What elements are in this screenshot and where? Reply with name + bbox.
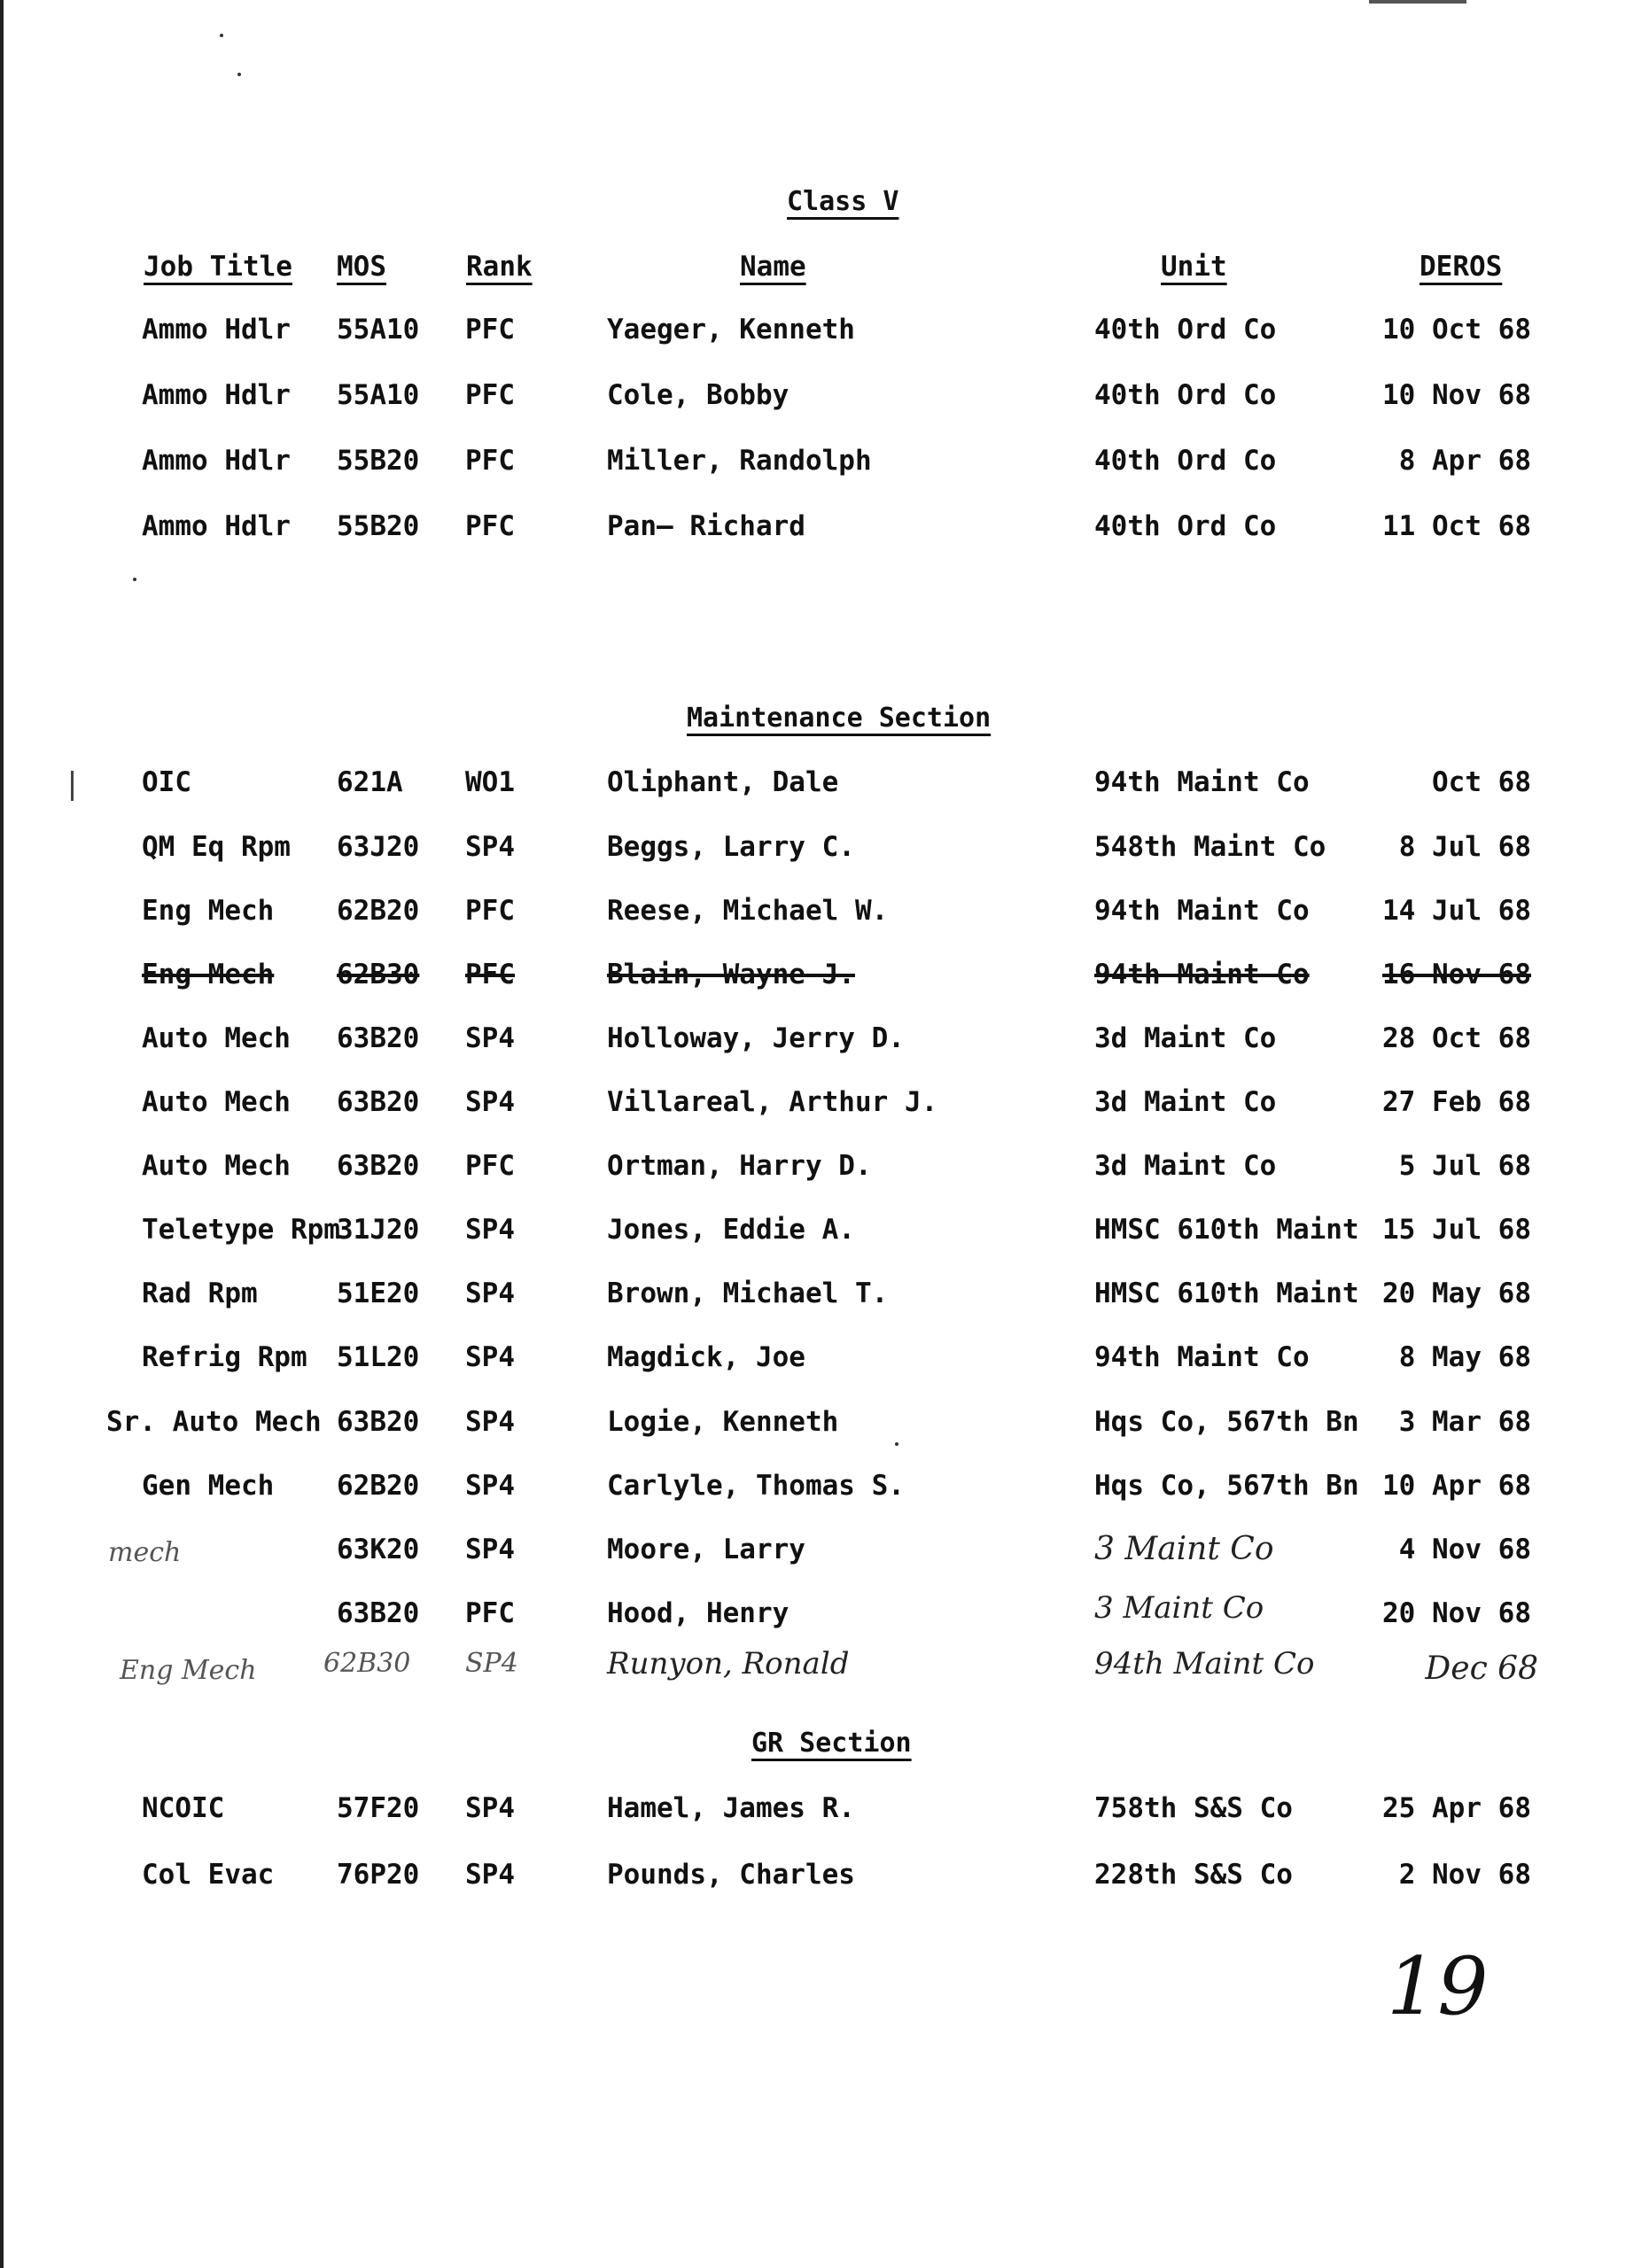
mos: 63B20 — [337, 1150, 420, 1182]
mos: 63J20 — [337, 831, 420, 863]
name: Villareal, Arthur J. — [607, 1086, 938, 1118]
gr-section-title: GR Section — [751, 1728, 912, 1759]
unit: 758th S&S Co — [1094, 1792, 1293, 1824]
unit: 40th Ord Co — [1094, 314, 1277, 346]
name: Moore, Larry — [607, 1534, 805, 1565]
deros: 10 Apr 68 — [1382, 1470, 1531, 1502]
rank: WO1 — [465, 766, 515, 798]
name: Magdick, Joe — [607, 1341, 805, 1373]
handwritten-row — [0, 1644, 1649, 1687]
deros-handwritten: Dec 68 — [1425, 1651, 1538, 1687]
unit: 3d Maint Co — [1094, 1150, 1277, 1182]
unit-handwritten: 3 Maint Co — [1094, 1590, 1264, 1626]
deros: 20 Nov 68 — [1382, 1597, 1531, 1629]
table-row — [0, 1338, 1649, 1377]
table-row — [0, 763, 1649, 802]
job-title: Eng Mech — [142, 959, 275, 990]
deros: 10 Nov 68 — [1382, 379, 1531, 411]
rank: SP4 — [465, 1792, 515, 1824]
unit: Hqs Co, 567th Bn — [1094, 1406, 1359, 1438]
name: Logie, Kenneth — [607, 1406, 839, 1438]
table-row — [0, 1146, 1649, 1185]
unit: 94th Maint Co — [1094, 1341, 1310, 1373]
table-row — [0, 310, 1649, 349]
rank: SP4 — [465, 1278, 515, 1309]
table-row — [0, 1083, 1649, 1122]
mos: 51L20 — [337, 1341, 420, 1373]
rank: PFC — [465, 314, 515, 346]
table-row — [0, 1530, 1649, 1569]
mos: 51E20 — [337, 1278, 420, 1309]
rank: SP4 — [465, 1534, 515, 1565]
job-title-handwritten: Eng Mech — [120, 1655, 257, 1686]
table-row — [0, 441, 1649, 480]
rank: PFC — [465, 1150, 515, 1182]
deros: 28 Oct 68 — [1382, 1022, 1531, 1054]
mos: 62B20 — [337, 895, 420, 927]
rank: PFC — [465, 379, 515, 411]
unit: 94th Maint Co — [1094, 895, 1310, 927]
rank: PFC — [465, 1597, 515, 1629]
scan-mark — [1369, 0, 1466, 4]
name: Beggs, Larry C. — [607, 831, 855, 863]
table-row — [0, 1855, 1649, 1894]
unit: 40th Ord Co — [1094, 379, 1277, 411]
mos: 63B20 — [337, 1406, 420, 1438]
job-title: Eng Mech — [142, 895, 275, 927]
deros: 2 Nov 68 — [1398, 1859, 1531, 1891]
rank: SP4 — [465, 1214, 515, 1246]
mos: 63K20 — [337, 1534, 420, 1565]
page-number: 19 — [1387, 1940, 1489, 2033]
job-title: Ammo Hdlr — [142, 510, 291, 542]
class-v-title: Class V — [787, 186, 899, 217]
mos: 63B20 — [337, 1086, 420, 1118]
rank: SP4 — [465, 1086, 515, 1118]
job-title: Ammo Hdlr — [142, 379, 291, 411]
mos: 55A10 — [337, 379, 420, 411]
job-title: Sr. Auto Mech — [106, 1406, 322, 1438]
header-rank: Rank — [466, 251, 533, 283]
mos: 55B20 — [337, 445, 420, 477]
mos: 62B20 — [337, 1470, 420, 1502]
rank: SP4 — [465, 1859, 515, 1891]
rank: PFC — [465, 895, 515, 927]
job-title: Ammo Hdlr — [142, 445, 291, 477]
job-title: OIC — [142, 766, 191, 798]
unit: Hqs Co, 567th Bn — [1094, 1470, 1359, 1502]
deros: 27 Feb 68 — [1382, 1086, 1531, 1118]
header-job-title: Job Title — [144, 251, 292, 283]
table-row — [0, 376, 1649, 415]
job-title: NCOIC — [142, 1792, 225, 1824]
rank: PFC — [465, 510, 515, 542]
deros: 15 Jul 68 — [1382, 1214, 1531, 1246]
unit-handwritten: 94th Maint Co — [1094, 1646, 1315, 1682]
unit: 94th Maint Co — [1094, 959, 1310, 990]
name: Miller, Randolph — [607, 445, 872, 477]
job-title: Refrig Rpm — [142, 1341, 307, 1373]
unit: 94th Maint Co — [1094, 766, 1310, 798]
unit: 3d Maint Co — [1094, 1022, 1277, 1054]
deros: 25 Apr 68 — [1382, 1792, 1531, 1824]
rank-handwritten: SP4 — [465, 1648, 518, 1679]
job-title: Auto Mech — [142, 1022, 291, 1054]
header-name: Name — [740, 251, 806, 283]
deros: 8 Apr 68 — [1398, 445, 1531, 477]
name: Yaeger, Kenneth — [607, 314, 855, 346]
mos: 55A10 — [337, 314, 420, 346]
header-mos: MOS — [337, 251, 386, 283]
unit: 40th Ord Co — [1094, 445, 1277, 477]
maintenance-section-title: Maintenance Section — [687, 703, 992, 734]
struck-table-row — [0, 955, 1649, 994]
rank: SP4 — [465, 1406, 515, 1438]
name: Holloway, Jerry D. — [607, 1022, 905, 1054]
name: Jones, Eddie A. — [607, 1214, 855, 1246]
rank: PFC — [465, 959, 515, 990]
job-title-handwritten: mech — [108, 1537, 182, 1568]
mos: 76P20 — [337, 1859, 420, 1891]
job-title: Rad Rpm — [142, 1278, 258, 1309]
table-row — [0, 1466, 1649, 1505]
job-title: Col Evac — [142, 1859, 275, 1891]
name: Blain, Wayne J. — [607, 959, 855, 990]
table-row — [0, 1274, 1649, 1313]
deros: Oct 68 — [1432, 766, 1531, 798]
name: Carlyle, Thomas S. — [607, 1470, 905, 1502]
table-row — [0, 1019, 1649, 1058]
name: Hamel, James R. — [607, 1792, 855, 1824]
table-row — [0, 1590, 1649, 1633]
name: Reese, Michael W. — [607, 895, 889, 927]
deros: 8 May 68 — [1398, 1341, 1531, 1373]
deros: 5 Jul 68 — [1398, 1150, 1531, 1182]
name: Hood, Henry — [607, 1597, 789, 1629]
mos: 55B20 — [337, 510, 420, 542]
scan-speck — [133, 578, 136, 581]
mos: 31J20 — [337, 1214, 420, 1246]
job-title: QM Eq Rpm — [142, 831, 291, 863]
job-title: Auto Mech — [142, 1086, 291, 1118]
deros: 14 Jul 68 — [1382, 895, 1531, 927]
mos-handwritten: 62B30 — [323, 1648, 411, 1679]
unit: HMSC 610th Maint — [1094, 1278, 1359, 1309]
table-row — [0, 1789, 1649, 1828]
scan-speck — [237, 73, 241, 76]
unit: 228th S&S Co — [1094, 1859, 1293, 1891]
deros: 20 May 68 — [1382, 1278, 1531, 1309]
rank: SP4 — [465, 831, 515, 863]
name: Oliphant, Dale — [607, 766, 839, 798]
job-title: Auto Mech — [142, 1150, 291, 1182]
unit: 3d Maint Co — [1094, 1086, 1277, 1118]
table-row — [0, 891, 1649, 930]
table-row — [0, 507, 1649, 546]
deros: 16 Nov 68 — [1382, 959, 1531, 990]
rank: SP4 — [465, 1470, 515, 1502]
table-row — [0, 1402, 1649, 1441]
unit: HMSC 610th Maint — [1094, 1214, 1359, 1246]
unit: 548th Maint Co — [1094, 831, 1326, 863]
name-handwritten: Runyon, Ronald — [607, 1646, 850, 1682]
mos: 63B20 — [337, 1022, 420, 1054]
scan-speck — [220, 34, 223, 37]
deros: 11 Oct 68 — [1382, 510, 1531, 542]
deros: 10 Oct 68 — [1382, 314, 1531, 346]
deros: 3 Mar 68 — [1398, 1406, 1531, 1438]
name: Brown, Michael T. — [607, 1278, 889, 1309]
unit-handwritten: 3 Maint Co — [1094, 1531, 1274, 1567]
rank: SP4 — [465, 1341, 515, 1373]
header-deros: DEROS — [1420, 251, 1503, 283]
scan-speck — [895, 1442, 898, 1446]
table-row — [0, 1210, 1649, 1249]
name: Pounds, Charles — [607, 1859, 855, 1891]
unit: 40th Ord Co — [1094, 510, 1277, 542]
mos: 62B30 — [337, 959, 420, 990]
mos: 621A — [337, 766, 403, 798]
deros: 8 Jul 68 — [1398, 831, 1531, 863]
name: Pan— Richard — [607, 510, 805, 542]
name: Ortman, Harry D. — [607, 1150, 872, 1182]
name: Cole, Bobby — [607, 379, 789, 411]
header-unit: Unit — [1161, 251, 1227, 283]
deros: 4 Nov 68 — [1398, 1534, 1531, 1565]
rank: SP4 — [465, 1022, 515, 1054]
job-title: Ammo Hdlr — [142, 314, 291, 346]
mos: 63B20 — [337, 1597, 420, 1629]
job-title: Teletype Rpm — [142, 1214, 340, 1246]
rank: PFC — [465, 445, 515, 477]
job-title: Gen Mech — [142, 1470, 275, 1502]
mos: 57F20 — [337, 1792, 420, 1824]
table-row — [0, 827, 1649, 866]
